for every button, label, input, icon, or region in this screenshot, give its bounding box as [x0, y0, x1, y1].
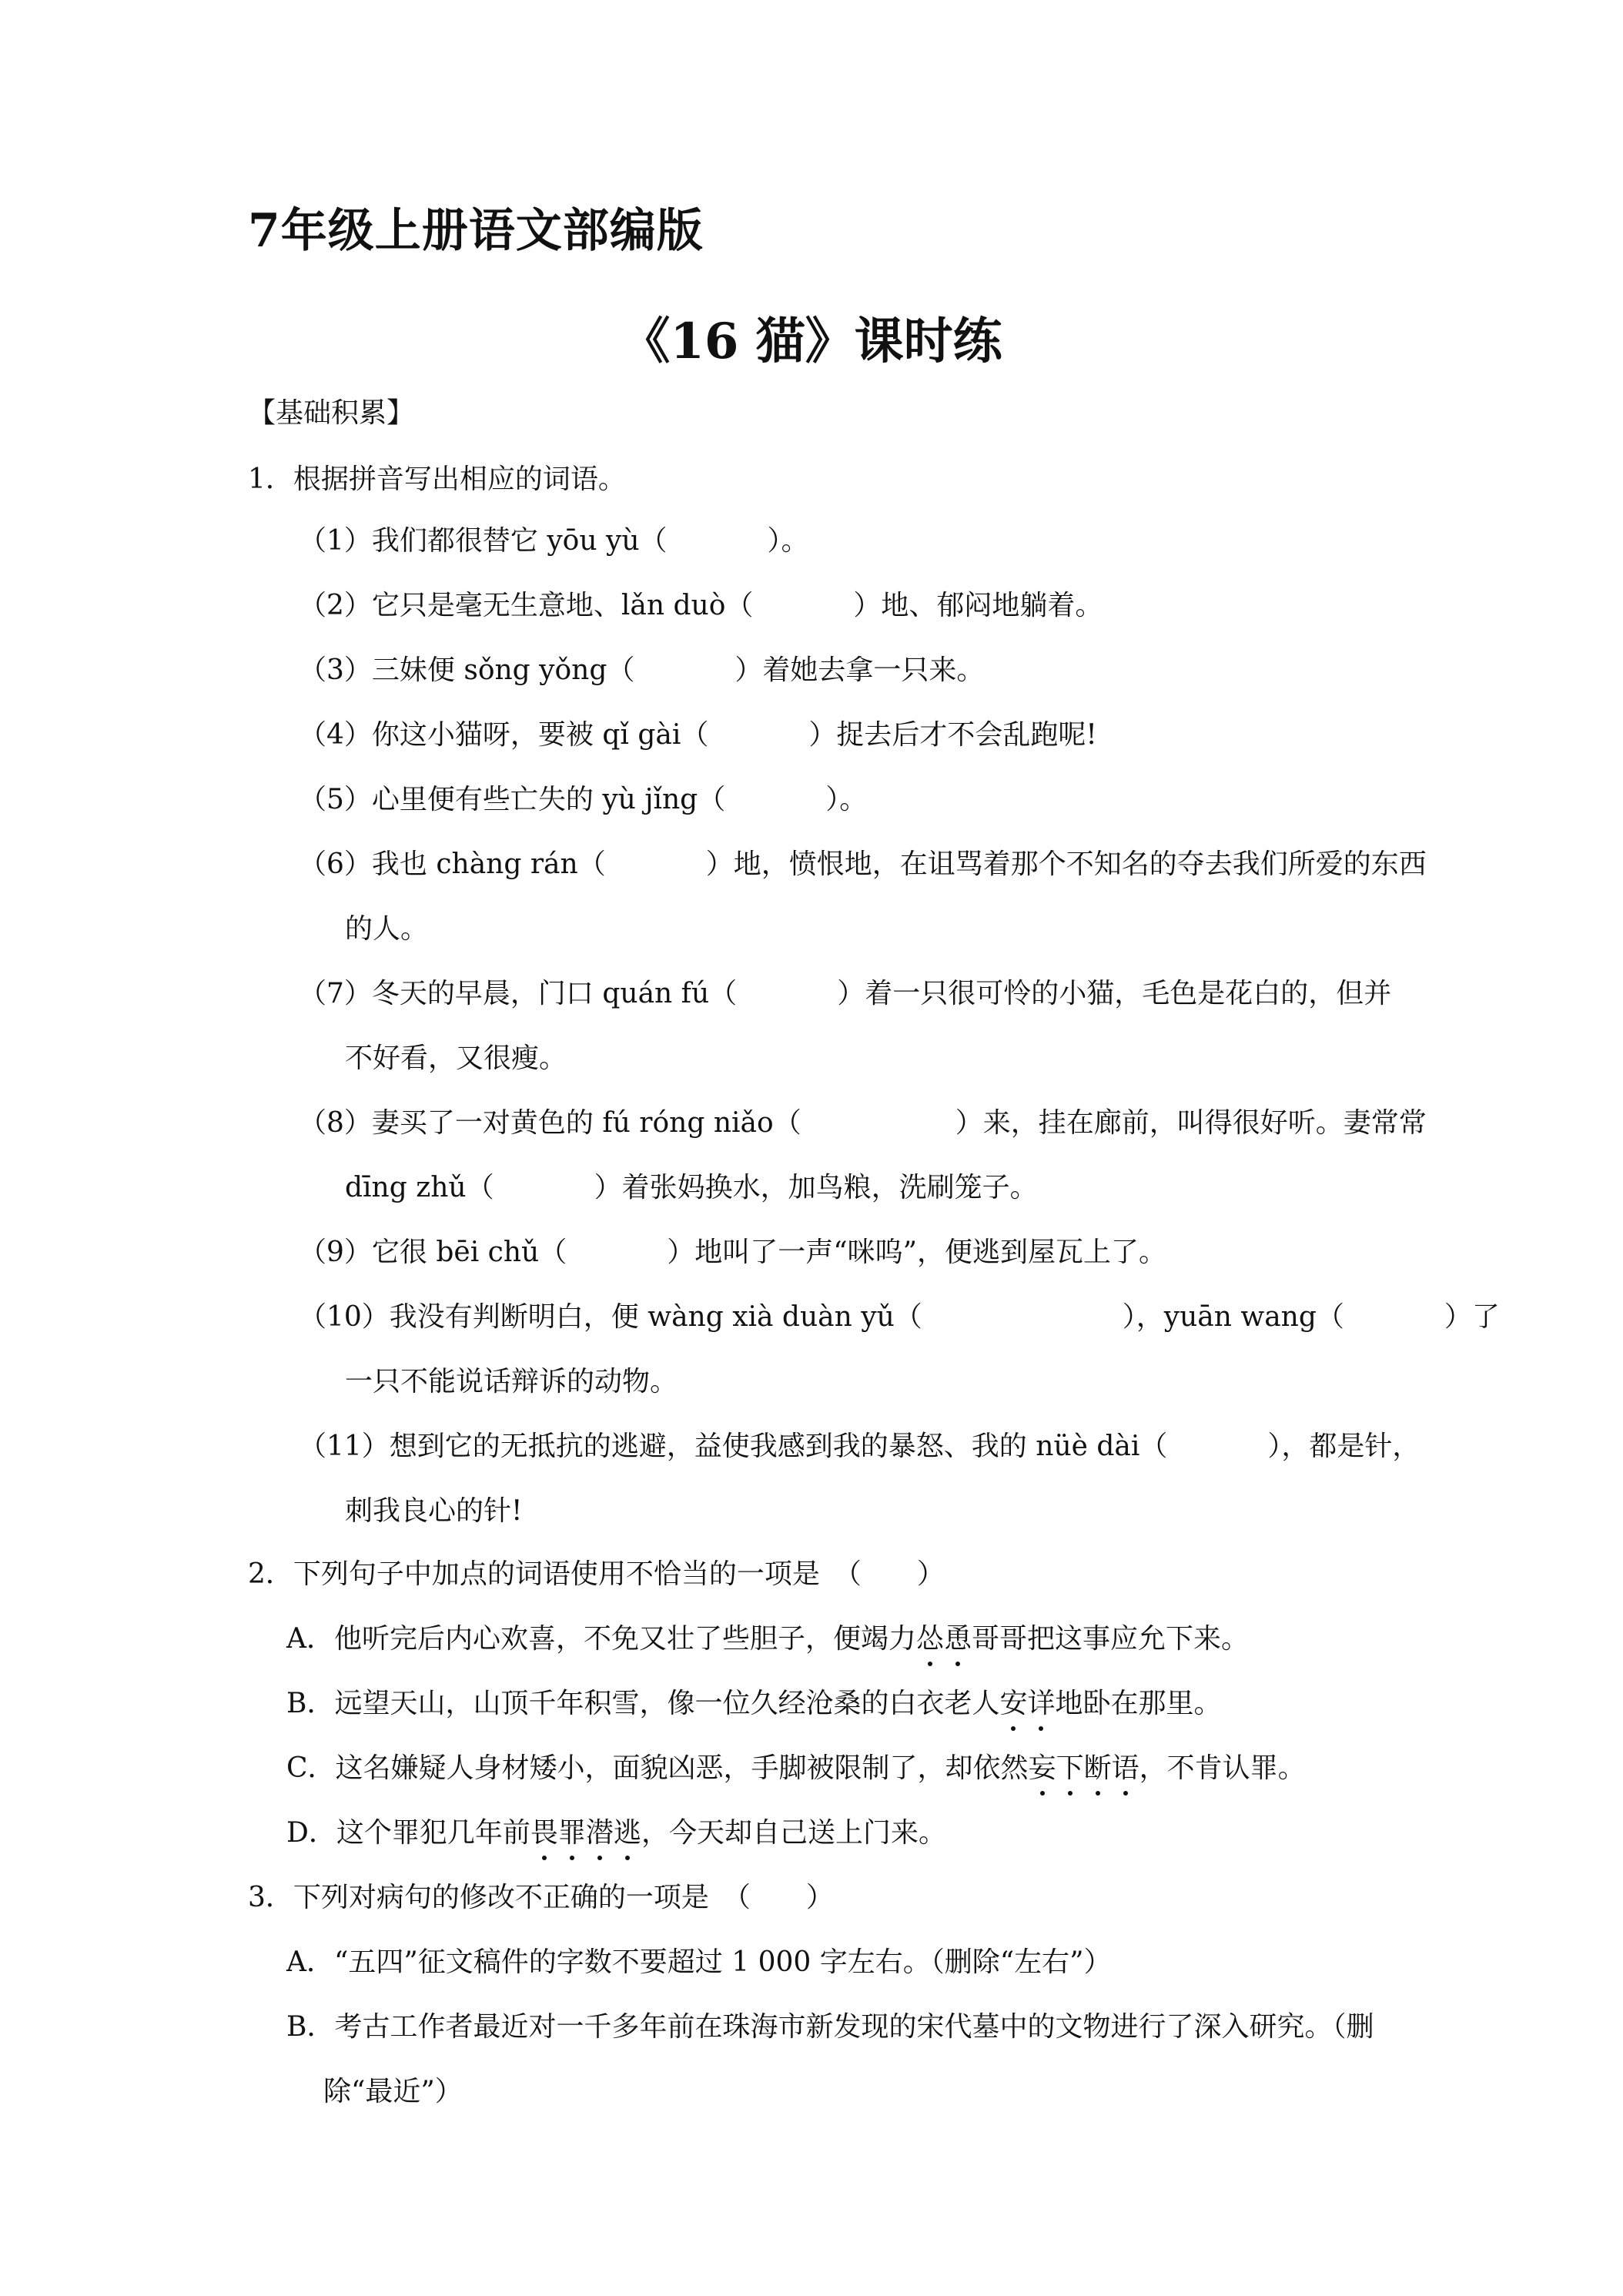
section-label: 【基础积累】 — [248, 397, 415, 429]
q1-item-6: （6）我也 chàng rán（ ）地，愤恨地，在诅骂着那个不知名的夺去我们所爱的东西 — [299, 848, 1427, 880]
q1-item-8-continued: dīng zhǔ（ ）着张妈换水，加鸟粮，洗刷笼子。 — [345, 1172, 1038, 1203]
q1-item-9: （9）它很 bēi chǔ（ ）地叫了一声“咪呜”，便逃到屋瓦上了。 — [299, 1237, 1167, 1268]
q1-item-1: （1）我们都很替它 yōu yù（ ）。 — [299, 525, 809, 557]
lesson-title: 《16 猫》课时练 — [621, 313, 1002, 370]
q1-item-7-continued: 不好看，又很瘦。 — [345, 1043, 567, 1074]
q2-option-a[interactable]: A．他听完后内心欢喜，不免又壮了些胆子，便竭力怂恿哥哥把这事应允下来。 — [286, 1620, 1249, 1658]
q3-option-b[interactable]: B．考古工作者最近对一千多年前在珠海市新发现的宋代墓中的文物进行了深入研究。（删 — [286, 2011, 1374, 2043]
q2-option-b[interactable]: B．远望天山，山顶千年积雪，像一位久经沧桑的白衣老人安详地卧在那里。 — [286, 1685, 1222, 1723]
grade-title: 7年级上册语文部编版 — [248, 204, 704, 258]
q3-option-b-continued: 除“最近”） — [323, 2076, 463, 2107]
q1-item-10-continued: 一只不能说话辩诉的动物。 — [345, 1366, 678, 1397]
q1-item-10: （10）我没有判断明白，便 wàng xià duàn yǔ（ ），yuān wang（ ）了 — [299, 1301, 1500, 1333]
q1-item-7: （7）冬天的早晨，门口 quán fú（ ）着一只很可怜的小猫，毛色是花白的，但并 — [299, 978, 1392, 1009]
q1-item-6-continued: 的人。 — [345, 913, 429, 945]
q1-item-11: （11）想到它的无抵抗的逃避，益使我感到我的暴怒、我的 nüè dài（ ），都是针， — [299, 1431, 1421, 1462]
q1-item-5: （5）心里便有些亡失的 yù jǐng（ ）。 — [299, 784, 868, 815]
q1-item-3: （3）三妹便 sǒng yǒng（ ）着她去拿一只来。 — [299, 654, 985, 686]
q3-option-a[interactable]: A．“五四”征文稿件的字数不要超过 1 000 字左右。（删除“左右”） — [286, 1946, 1112, 1978]
question-1-stem: 1．根据拼音写出相应的词语。 — [248, 464, 626, 495]
question-3-stem: 3．下列对病句的修改不正确的一项是 （ ） — [248, 1882, 834, 1913]
question-2-stem: 2．下列句子中加点的词语使用不恰当的一项是 （ ） — [248, 1558, 945, 1590]
q1-item-8: （8）妻买了一对黄色的 fú róng niǎo（ ）来，挂在廊前，叫得很好听。妻常常 — [299, 1107, 1427, 1139]
q1-item-11-continued: 刺我良心的针! — [345, 1495, 523, 1527]
q2-option-c[interactable]: C．这名嫌疑人身材矮小，面貌凶恶，手脚被限制了，却依然妄下断语，不肯认罪。 — [286, 1749, 1306, 1788]
q1-item-4: （4）你这小猫呀，要被 qǐ gài（ ）捉去后才不会乱跑呢! — [299, 719, 1097, 751]
q2-option-d[interactable]: D．这个罪犯几年前畏罪潜逃，今天却自己送上门来。 — [286, 1814, 946, 1853]
q1-item-2: （2）它只是毫无生意地、lǎn duò（ ）地、郁闷地躺着。 — [299, 590, 1103, 621]
